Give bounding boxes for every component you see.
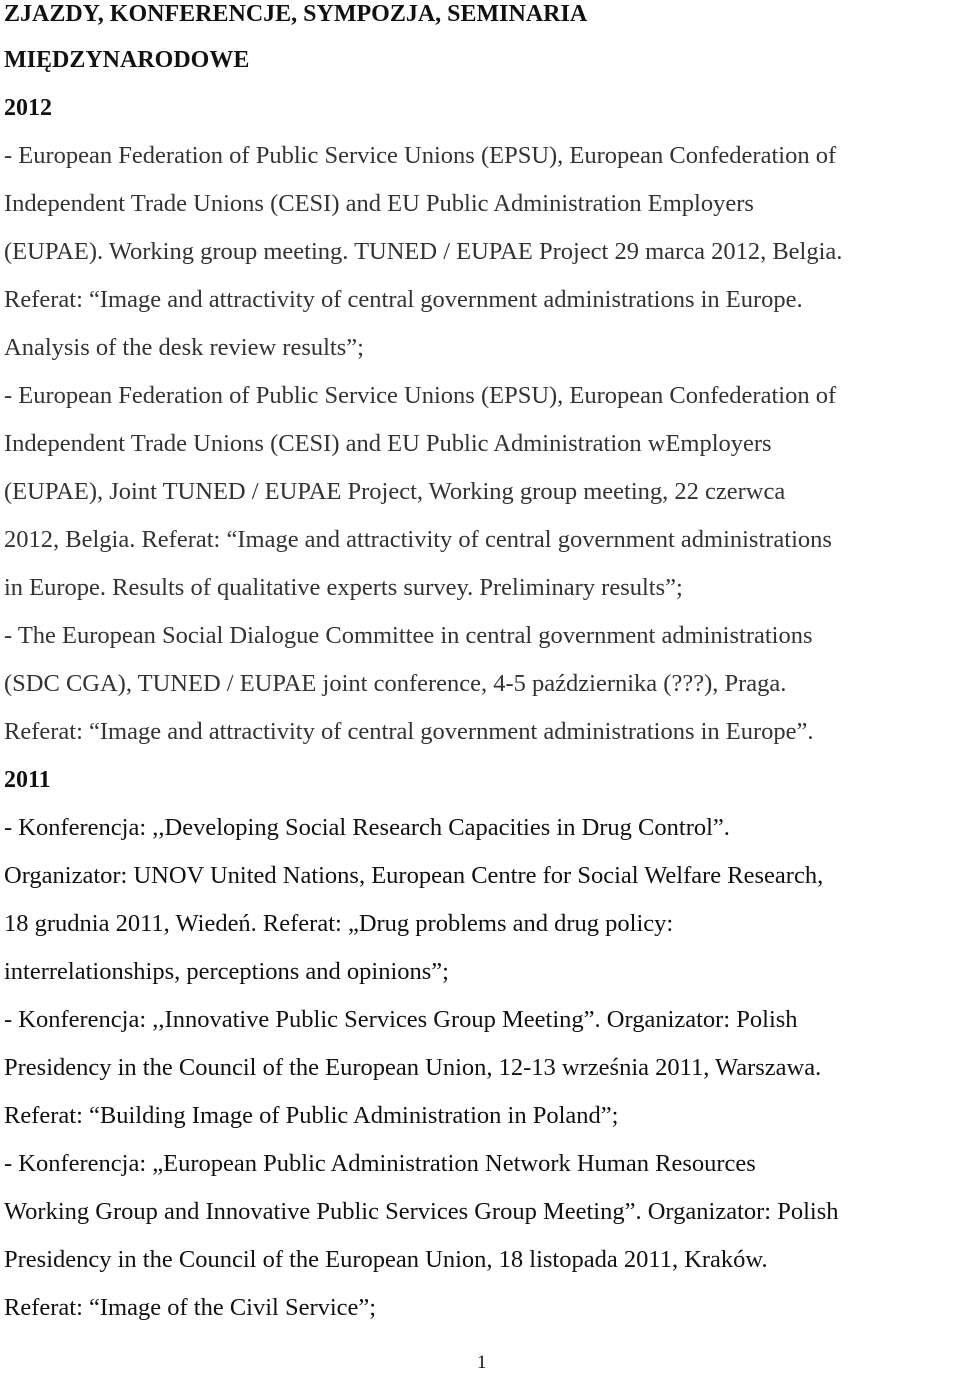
entry-2011-2-line-3: Referat: “Building Image of Public Administration in Poland”; [4, 1102, 619, 1129]
entry-2012-2-line-3: (EUPAE), Joint TUNED / EUPAE Project, Working group meeting, 22 czerwca [4, 478, 786, 505]
entry-2011-3-line-2: Working Group and Innovative Public Services Group Meeting”. Organizator: Polish [4, 1198, 839, 1225]
entry-2012-3-line-2: (SDC CGA), TUNED / EUPAE joint conference, 4-5 października (???), Praga. [4, 670, 787, 697]
entry-2012-3-line-3: Referat: “Image and attractivity of central government administrations in Europe”. [4, 718, 814, 745]
entry-2012-2-line-2: Independent Trade Unions (CESI) and EU Public Administration wEmployers [4, 430, 772, 457]
section-title-line-2: MIĘDZYNARODOWE [4, 47, 250, 73]
entry-2012-1-line-5: Analysis of the desk review results”; [4, 334, 364, 361]
year-heading-2011: 2011 [4, 767, 51, 793]
entry-2011-2-line-1: - Konferencja: ,,Innovative Public Services Group Meeting”. Organizator: Polish [4, 1006, 798, 1033]
year-heading-2012: 2012 [4, 95, 52, 121]
entry-2012-1-line-2: Independent Trade Unions (CESI) and EU Public Administration Employers [4, 190, 754, 217]
entry-2012-1-line-3: (EUPAE). Working group meeting. TUNED / EUPAE Project 29 marca 2012, Belgia. [4, 238, 843, 265]
entry-2011-3-line-1: - Konferencja: „European Public Administration Network Human Resources [4, 1150, 756, 1177]
entry-2011-1-line-4: interrelationships, perceptions and opinions”; [4, 958, 449, 985]
entry-2011-1-line-3: 18 grudnia 2011, Wiedeń. Referat: „Drug problems and drug policy: [4, 910, 674, 937]
entry-2011-3-line-4: Referat: “Image of the Civil Service”; [4, 1294, 377, 1321]
entry-2012-2-line-1: - European Federation of Public Service Unions (EPSU), European Confederation of [4, 382, 837, 409]
entry-2011-1-line-1: - Konferencja: ,,Developing Social Research Capacities in Drug Control”. [4, 814, 730, 841]
entry-2012-2-line-4: 2012, Belgia. Referat: “Image and attractivity of central government administrations [4, 526, 832, 553]
entry-2012-1-line-4: Referat: “Image and attractivity of central government administrations in Europe. [4, 286, 803, 313]
entry-2012-1-line-1: - European Federation of Public Service Unions (EPSU), European Confederation of [4, 142, 837, 169]
entry-2012-2-line-5: in Europe. Results of qualitative experts survey. Preliminary results”; [4, 574, 683, 601]
entry-2011-3-line-3: Presidency in the Council of the European Union, 18 listopada 2011, Kraków. [4, 1246, 768, 1273]
page-number: 1 [477, 1352, 487, 1373]
entry-2011-1-line-2: Organizator: UNOV United Nations, European Centre for Social Welfare Research, [4, 862, 824, 889]
entry-2011-2-line-2: Presidency in the Council of the European Union, 12-13 września 2011, Warszawa. [4, 1054, 822, 1081]
section-title-line-1: ZJAZDY, KONFERENCJE, SYMPOZJA, SEMINARIA [4, 1, 588, 27]
entry-2012-3-line-1: - The European Social Dialogue Committee in central government administrations [4, 622, 813, 649]
